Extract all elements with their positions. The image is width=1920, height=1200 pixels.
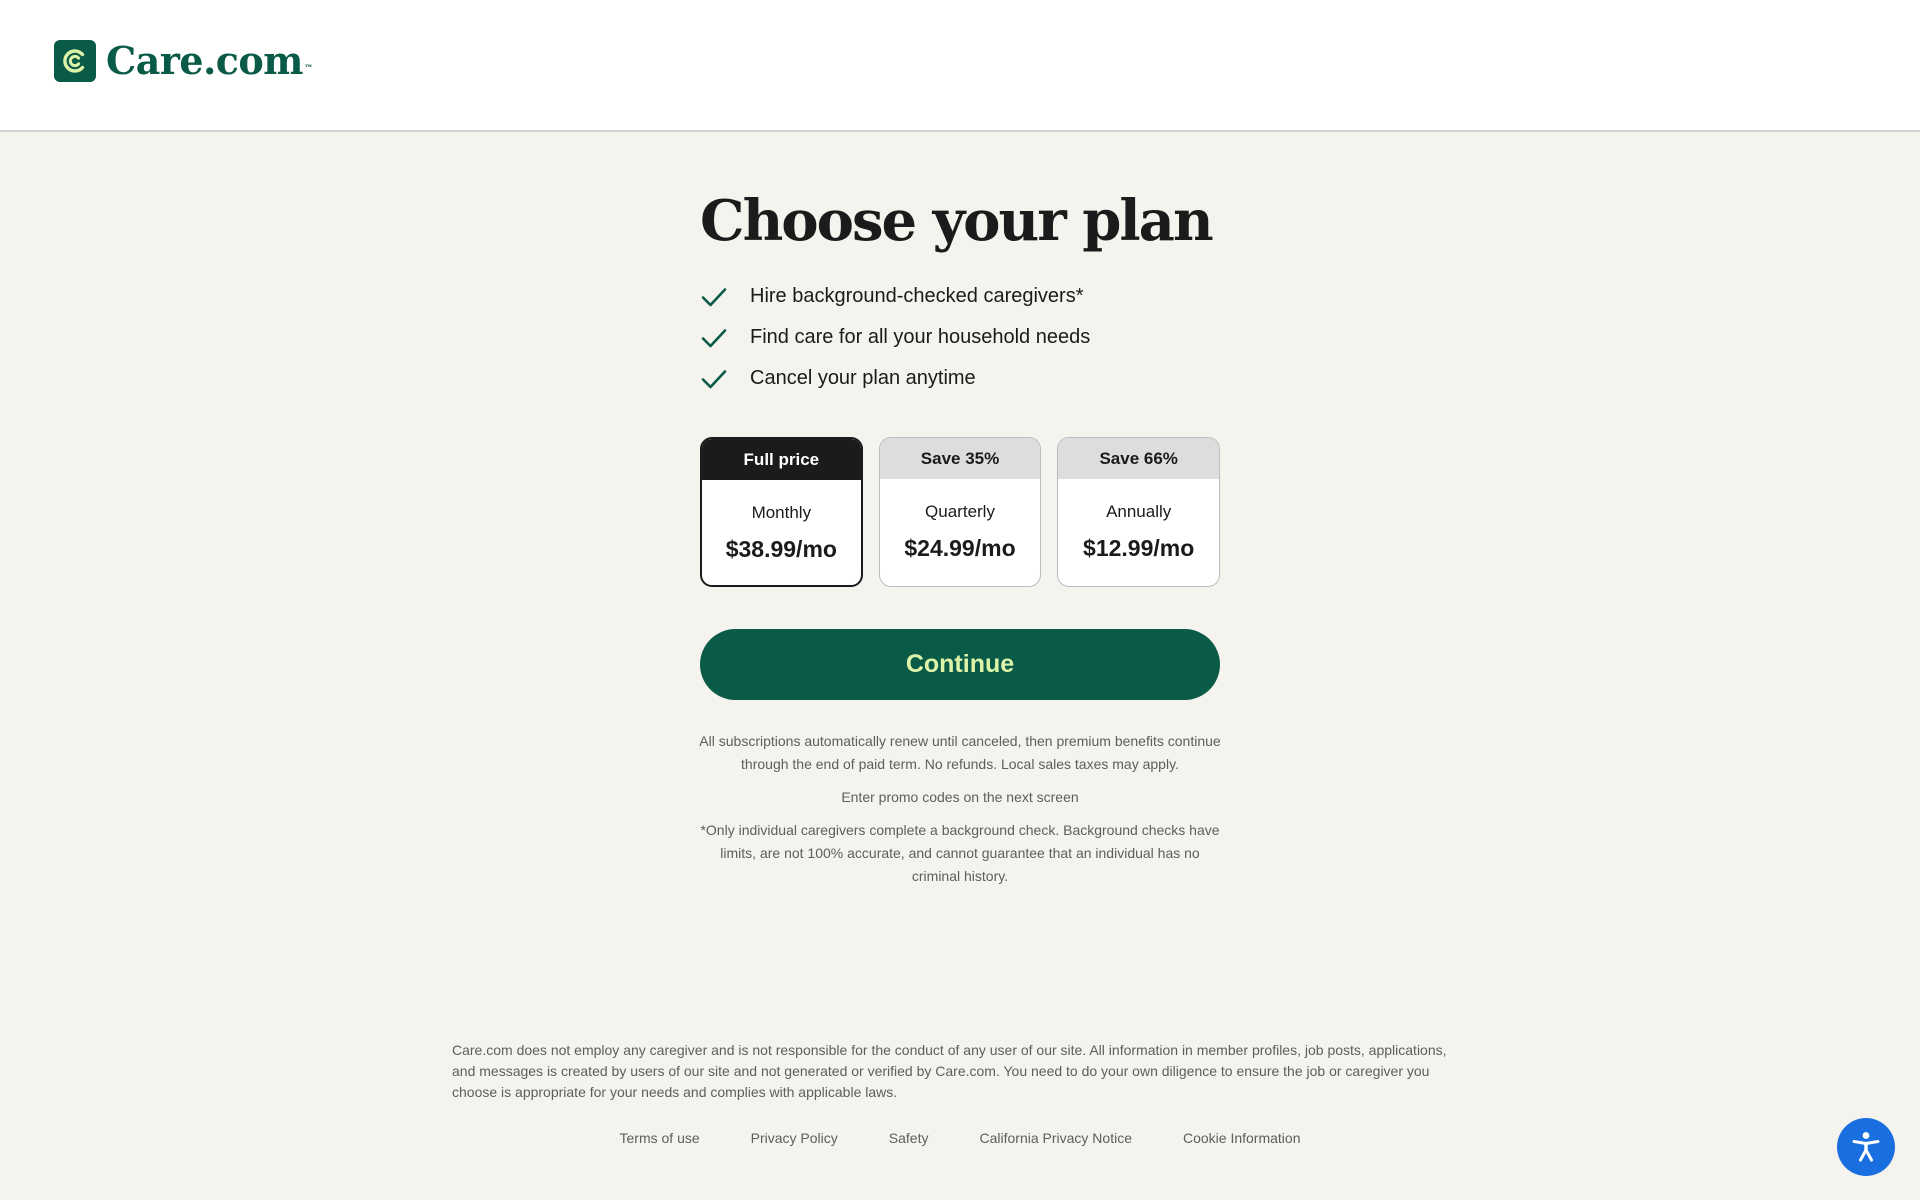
check-icon	[700, 365, 728, 393]
plan-selection	[700, 180, 1220, 888]
plan-term: Annually	[1106, 502, 1172, 521]
plan-badge: Save 35%	[880, 438, 1041, 479]
footer-links	[0, 1130, 1920, 1146]
plan-price: $38.99/mo	[725, 536, 837, 562]
plan-price: $12.99/mo	[1083, 535, 1195, 561]
safety-link[interactable]: Safety	[888, 1130, 929, 1146]
plan-option-quarterly[interactable]	[879, 437, 1042, 587]
continue-button[interactable]: Continue	[700, 629, 1220, 700]
check-icon	[700, 283, 728, 311]
plan-option-monthly[interactable]	[700, 437, 863, 587]
care-logo[interactable]	[54, 40, 312, 82]
feature-list	[700, 276, 1220, 399]
feature-text: Hire background-checked caregivers*	[750, 285, 1084, 307]
accessibility-button[interactable]	[1837, 1118, 1895, 1176]
background-check-disclaimer: *Only individual caregivers complete a background check. Background checks have limits, are not 100% accurate, and cannot guarantee that an individual has no criminal history.	[700, 822, 1220, 884]
plan-price: $24.99/mo	[904, 535, 1016, 561]
check-icon	[700, 324, 728, 352]
list-item	[700, 317, 1220, 358]
accessibility-icon	[1848, 1129, 1884, 1165]
list-item	[700, 358, 1220, 399]
page-title: Choose your plan	[700, 188, 1212, 254]
plan-options	[700, 437, 1220, 587]
plan-badge: Full price	[702, 439, 861, 480]
california-privacy-notice-link[interactable]: California Privacy Notice	[979, 1130, 1132, 1146]
plan-term: Monthly	[751, 503, 812, 522]
site-header	[0, 0, 1920, 132]
footer-note: Care.com does not employ any caregiver and is not responsible for the conduct of any user of our site. All information in member profiles, job posts, applications, and messages is created by users of our site and not generated or verified by Care.com. You need to do your own diligence to ensure the job or caregiver you choose is appropriate for your needs and complies with applicable laws.	[452, 1042, 1447, 1100]
feature-text: Find care for all your household needs	[750, 326, 1091, 348]
plan-option-annually[interactable]	[1057, 437, 1220, 587]
privacy-policy-link[interactable]: Privacy Policy	[750, 1130, 838, 1146]
list-item	[700, 276, 1220, 317]
plan-badge: Save 66%	[1058, 438, 1219, 479]
renewal-disclaimer: All subscriptions automatically renew until canceled, then premium benefits continue through the end of paid term. No refunds. Local sales taxes may apply.	[699, 733, 1221, 772]
feature-text: Cancel your plan anytime	[750, 367, 976, 389]
cookie-information-link[interactable]: Cookie Information	[1182, 1130, 1301, 1146]
promo-code-note: Enter promo codes on the next screen	[841, 789, 1079, 805]
plan-term: Quarterly	[925, 502, 995, 521]
care-c-icon	[54, 40, 96, 82]
terms-of-use-link[interactable]: Terms of use	[619, 1130, 700, 1146]
brand-name: Care.com™	[106, 38, 313, 83]
